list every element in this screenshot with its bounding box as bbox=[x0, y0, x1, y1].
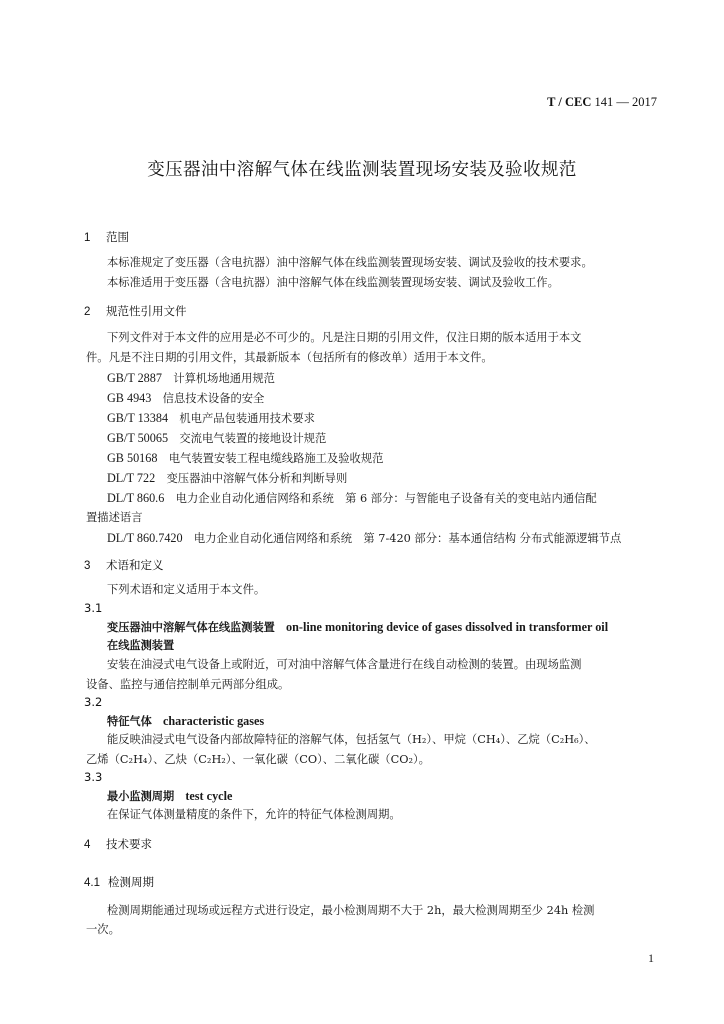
subsection-number: 4.1 bbox=[84, 877, 100, 889]
reference-code: GB 4943 bbox=[107, 391, 152, 405]
term-heading bbox=[107, 620, 608, 635]
reference-code: DL/T 722 bbox=[107, 471, 156, 485]
reference-item-continuation bbox=[86, 511, 143, 525]
term-heading bbox=[107, 789, 232, 804]
term-chinese: 变压器油中溶解气体在线监测装置 bbox=[107, 621, 275, 634]
reference-title: 电力企业自动化通信网络和系统 第 6 部分：与智能电子设备有关的变电站内通信配 bbox=[175, 492, 597, 505]
reference-item bbox=[107, 471, 347, 486]
section-number: 2 bbox=[84, 306, 91, 318]
reference-title: 电力企业自动化通信网络和系统 第 7-420 部分：基本通信结构 分布式能源逻辑节点 bbox=[193, 532, 622, 545]
reference-item bbox=[107, 531, 621, 546]
section-1-para-1: 本标准规定了变压器（含电抗器）油中溶解气体在线监测装置现场安装、调试及验收的技术要求。 bbox=[107, 256, 593, 269]
section-number: 1 bbox=[84, 232, 91, 244]
section-title: 范围 bbox=[106, 230, 129, 244]
term-definition-line-2: 乙烯（C₂H₄）、乙炔（C₂H₂）、一氧化碳（CO）、二氧化碳（CO₂）。 bbox=[86, 753, 430, 766]
reference-item bbox=[107, 391, 264, 406]
subsection-title: 检测周期 bbox=[108, 875, 154, 889]
reference-item bbox=[107, 371, 275, 386]
reference-title: 信息技术设备的安全 bbox=[162, 392, 265, 405]
term-definition-line-1: 在保证气体测量精度的条件下，允许的特征气体检测周期。 bbox=[107, 808, 401, 821]
section-number: 4 bbox=[84, 839, 91, 851]
term-heading bbox=[107, 714, 264, 729]
section-1-heading bbox=[84, 231, 129, 246]
page-number: 1 bbox=[648, 951, 654, 965]
reference-item bbox=[107, 451, 383, 466]
subsection-4-1-heading bbox=[84, 876, 154, 891]
reference-title: 计算机场地通用规范 bbox=[173, 372, 275, 385]
reference-code: GB 50168 bbox=[107, 451, 158, 465]
reference-title: 机电产品包装通用技术要求 bbox=[179, 412, 315, 425]
reference-item bbox=[107, 431, 326, 446]
reference-title: 变压器油中溶解气体分析和判断导则 bbox=[166, 472, 348, 485]
section-2-intro-line-1: 下列文件对于本文件的应用是必不可少的。凡是注日期的引用文件，仅注日期的版本适用于本文 bbox=[107, 331, 582, 344]
section-4-para-line-1: 检测周期能通过现场或远程方式进行设定，最小检测周期不大于 2h，最大检测周期至少 24h 检测 bbox=[107, 904, 595, 917]
term-number: 3.2 bbox=[84, 695, 103, 709]
reference-code: DL/T 860.7420 bbox=[107, 531, 183, 545]
reference-code: DL/T 860.6 bbox=[107, 491, 165, 505]
section-number: 3 bbox=[84, 560, 91, 572]
standard-org: T / CEC bbox=[547, 95, 592, 109]
reference-item bbox=[107, 411, 315, 426]
section-2-heading bbox=[84, 305, 187, 320]
term-chinese: 最小监测周期 bbox=[107, 790, 175, 803]
page-title: 变压器油中溶解气体在线监测装置现场安装及验收规范 bbox=[147, 160, 577, 180]
section-4-heading bbox=[84, 838, 152, 853]
section-2-intro-line-2: 件。凡是不注日期的引用文件，其最新版本（包括所有的修改单）适用于本文件。 bbox=[86, 351, 493, 364]
standard-number: 141 — 2017 bbox=[594, 95, 657, 109]
standard-code bbox=[547, 95, 657, 110]
term-chinese: 特征气体 bbox=[107, 715, 152, 728]
reference-code: GB/T 13384 bbox=[107, 411, 169, 425]
reference-title: 置描述语言 bbox=[86, 511, 143, 524]
term-english: on-line monitoring device of gases dissolved in transformer oil bbox=[286, 620, 609, 634]
reference-code: GB/T 2887 bbox=[107, 371, 162, 385]
term-definition-line-2: 设备、监控与通信控制单元两部分组成。 bbox=[86, 678, 290, 691]
section-title: 技术要求 bbox=[106, 837, 152, 851]
section-3-intro: 下列术语和定义适用于本文件。 bbox=[107, 583, 266, 596]
term-number: 3.3 bbox=[84, 770, 103, 784]
term-alias: 在线监测装置 bbox=[107, 639, 175, 652]
section-title: 规范性引用文件 bbox=[106, 304, 187, 318]
reference-title: 交流电气装置的接地设计规范 bbox=[179, 432, 327, 445]
reference-code: GB/T 50065 bbox=[107, 431, 169, 445]
term-definition-line-1: 能反映油浸式电气设备内部故障特征的溶解气体，包括氢气（H₂）、甲烷（CH₄）、乙烷（C₂H₆）、 bbox=[107, 733, 596, 746]
reference-item bbox=[107, 491, 597, 506]
section-3-heading bbox=[84, 559, 164, 574]
term-english: test cycle bbox=[185, 789, 233, 803]
term-number: 3.1 bbox=[84, 601, 103, 615]
reference-title: 电气装置安装工程电缆线路施工及验收规范 bbox=[168, 452, 384, 465]
term-english: characteristic gases bbox=[162, 714, 265, 728]
section-1-para-2: 本标准适用于变压器（含电抗器）油中溶解气体在线监测装置现场安装、调试及验收工作。 bbox=[107, 276, 559, 289]
term-definition-line-1: 安装在油浸式电气设备上或附近，可对油中溶解气体含量进行在线自动检测的装置。由现场监测 bbox=[107, 658, 582, 671]
section-4-para-line-2: 一次。 bbox=[86, 923, 120, 936]
section-title: 术语和定义 bbox=[106, 558, 164, 572]
